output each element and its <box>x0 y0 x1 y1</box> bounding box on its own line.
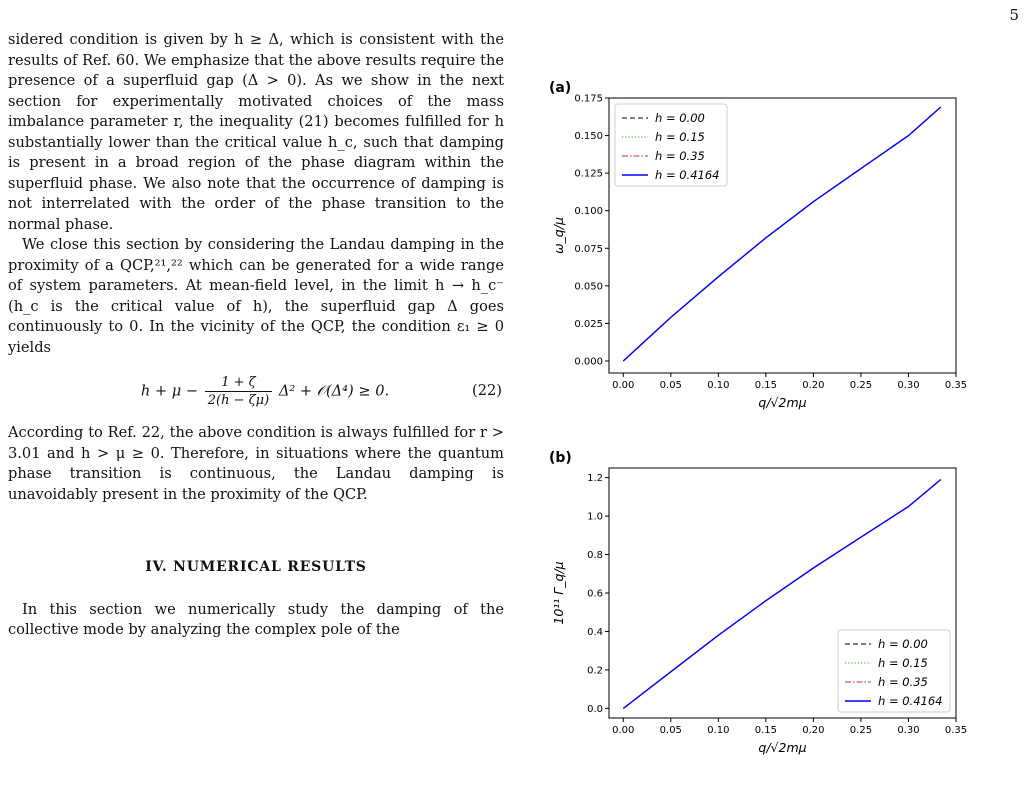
y-tick-label: 1.0 <box>587 511 603 523</box>
x-tick-label: 0.20 <box>802 380 825 391</box>
x-axis-label: q/√2mμ <box>758 740 807 755</box>
legend-label: h = 0.4164 <box>655 168 720 182</box>
panel-label: (a) <box>549 80 572 96</box>
paragraph-3: According to Ref. 22, the above condition is always fulfilled for r > 3.01 and h > μ ≥ 0. Therefore, in situations where the quantum phase transition is continuous, the Landau damping is unavoidably present in the proximity of the QCP. <box>8 424 504 503</box>
x-tick-label: 0.25 <box>849 380 873 391</box>
x-axis-label: q/√2mμ <box>758 395 807 410</box>
equation-lhs: h + μ − <box>140 382 199 400</box>
y-tick-label: 0.100 <box>574 206 603 218</box>
x-tick-label: 0.10 <box>707 380 730 391</box>
legend-label: h = 0.35 <box>655 149 705 163</box>
legend-label: h = 0.15 <box>878 656 928 670</box>
y-tick-label: 0.175 <box>574 93 603 105</box>
panel-label: (b) <box>549 450 572 466</box>
paragraph-1: sidered condition is given by h ≥ Δ, which is consistent with the results of Ref. 60. We emphasize that the above results require the presence of a superfluid gap (Δ > 0). As we show in the next section for experimentally motivated choices of the mass imbalance parameter r, the inequality (21) becomes fulfilled for h substantially lower than the critical value h_c, such that damping is present in a broad region of the phase diagram within the superfluid phase. We also note that the occurrence of damping is not interrelated with the order of the phase transition to the normal phase. <box>8 31 504 233</box>
y-tick-label: 0.000 <box>574 356 603 368</box>
fraction-numerator: 1 + ζ <box>205 374 272 392</box>
x-tick-label: 0.05 <box>659 725 682 736</box>
legend-label: h = 0.00 <box>878 637 928 651</box>
paragraph-4: In this section we numerically study the damping of the collective mode by analyzing the complex pole of the <box>8 600 504 638</box>
x-tick-label: 0.25 <box>849 725 873 736</box>
x-tick-label: 0.00 <box>612 380 635 391</box>
x-tick-label: 0.35 <box>944 380 968 391</box>
x-tick-label: 0.35 <box>944 725 968 736</box>
y-tick-label: 0.025 <box>574 318 603 330</box>
x-tick-label: 0.00 <box>612 725 635 736</box>
page-number: 5 <box>1009 6 1019 24</box>
x-tick-label: 0.15 <box>754 380 777 391</box>
chart-panel-b <box>549 450 967 755</box>
legend-label: h = 0.4164 <box>878 694 943 708</box>
fraction-denominator: 2(h − ζμ) <box>207 393 270 408</box>
legend-label: h = 0.35 <box>878 675 928 689</box>
equation-rhs: Δ² + 𝒪(Δ⁴) ≥ 0. <box>278 382 390 400</box>
y-tick-label: 0.075 <box>574 243 603 255</box>
x-tick-label: 0.30 <box>897 725 920 736</box>
x-tick-label: 0.30 <box>897 380 920 391</box>
paragraph-2: We close this section by considering the Landau damping in the proximity of a QCP,²¹,²² which can be generated for a wide range of system parameters. At mean-field level, in the limit h → h_c⁻ (h_c is the critical value of h), the superfluid gap Δ goes continuously to 0. In the vicinity of the QCP, the condition ε₁ ≥ 0 yields <box>8 236 504 356</box>
y-axis-label: 10¹¹ Γ_q/μ <box>551 561 566 625</box>
legend-label: h = 0.15 <box>655 130 705 144</box>
y-tick-label: 0.6 <box>587 588 603 600</box>
x-tick-label: 0.15 <box>754 725 777 736</box>
y-tick-label: 0.150 <box>574 131 603 143</box>
legend-label: h = 0.00 <box>655 111 705 125</box>
equation-number: (22) <box>472 382 502 400</box>
y-tick-label: 0.8 <box>587 550 603 562</box>
y-axis-label: ω_q/μ <box>551 217 566 254</box>
x-tick-label: 0.10 <box>707 725 730 736</box>
x-tick-label: 0.20 <box>802 725 825 736</box>
y-tick-label: 0.125 <box>574 168 603 180</box>
y-tick-label: 1.2 <box>587 473 603 485</box>
y-tick-label: 0.050 <box>574 281 603 293</box>
y-tick-label: 0.4 <box>587 626 603 638</box>
x-tick-label: 0.05 <box>659 380 682 391</box>
chart-panel-a <box>549 80 967 410</box>
y-tick-label: 0.0 <box>587 703 603 715</box>
y-tick-label: 0.2 <box>587 665 603 677</box>
section-heading: IV. NUMERICAL RESULTS <box>145 559 367 575</box>
